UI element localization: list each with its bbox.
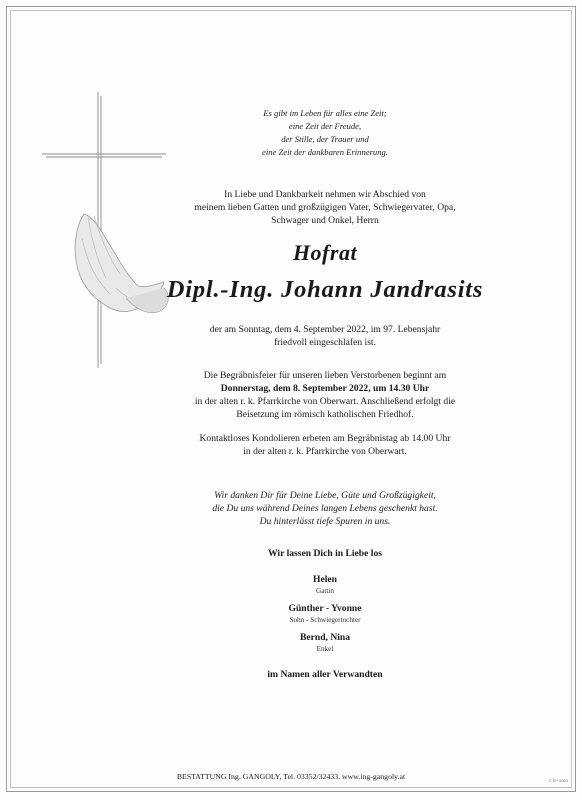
death-notice bbox=[0, 323, 582, 349]
farewell-line: Wir lassen Dich in Liebe los bbox=[268, 548, 382, 559]
intro-line: Schwager und Onkel, Herrn bbox=[271, 215, 379, 226]
funeral-line: Die Begräbnisfeier für unseren lieben Verstorbenen beginnt am bbox=[203, 370, 447, 381]
thanks-line: die Du uns während Deines langen Lebens geschenkt hast. bbox=[212, 503, 438, 514]
mourner-relation: Gattin bbox=[316, 587, 334, 595]
footer-undertaker: BESTATTUNG Ing. GANGOLY, Tel. 03352/32433, www.ing-gangoly.at bbox=[176, 772, 406, 781]
intro-text bbox=[0, 188, 582, 227]
mourner-name: Günther - Yvonne bbox=[288, 603, 362, 614]
mourner-name: Bernd, Nina bbox=[299, 632, 351, 643]
thanks-text bbox=[0, 489, 582, 528]
mourner-relation: Enkel bbox=[316, 645, 334, 653]
deceased-name: Dipl.-Ing. Johann Jandrasits bbox=[166, 276, 484, 303]
print-code: © EP 9063 bbox=[548, 778, 568, 783]
death-line: der am Sonntag, dem 4. September 2022, im 97. Lebensjahr bbox=[209, 324, 441, 335]
funeral-line: Beisetzung im römisch katholischen Friedhof. bbox=[236, 409, 414, 420]
intro-line: In Liebe und Dankbarkeit nehmen wir Abschied von bbox=[224, 189, 426, 200]
funeral-info bbox=[0, 369, 582, 421]
condolence-info bbox=[0, 432, 582, 458]
poem bbox=[0, 107, 582, 159]
funeral-line: in der alten r. k. Pfarrkirche von Oberwart. Anschließend erfolgt die bbox=[194, 396, 456, 407]
honorific-title: Hofrat bbox=[292, 240, 358, 265]
funeral-date: Donnerstag, dem 8. September 2022, um 14.30 Uhr bbox=[220, 383, 430, 394]
poem-line: eine Zeit der Freude, bbox=[288, 121, 362, 131]
intro-line: meinem lieben Gatten und großzügigen Vater, Schwiegervater, Opa, bbox=[194, 202, 456, 213]
condolence-line: in der alten r. k. Pfarrkirche von Oberwart. bbox=[243, 446, 407, 457]
poem-line: der Stille, der Trauer und bbox=[281, 134, 369, 144]
mourner-relation: Sohn - Schwiegertochter bbox=[289, 616, 361, 624]
thanks-line: Du hinterlässt tiefe Spuren in uns. bbox=[259, 516, 391, 527]
death-line: friedvoll eingeschlafen ist. bbox=[273, 337, 377, 348]
poem-line: eine Zeit der dankbaren Erinnerung. bbox=[262, 147, 388, 157]
all-relatives-line: im Namen aller Verwandten bbox=[267, 669, 383, 680]
condolence-line: Kontaktloses Kondolieren erbeten am Begräbnistag ab 14.00 Uhr bbox=[199, 433, 451, 444]
thanks-line: Wir danken Dir für Deine Liebe, Güte und Großzügigkeit, bbox=[214, 490, 436, 501]
mourner-name: Helen bbox=[313, 574, 337, 585]
poem-line: Es gibt im Leben für alles eine Zeit; bbox=[263, 108, 387, 118]
